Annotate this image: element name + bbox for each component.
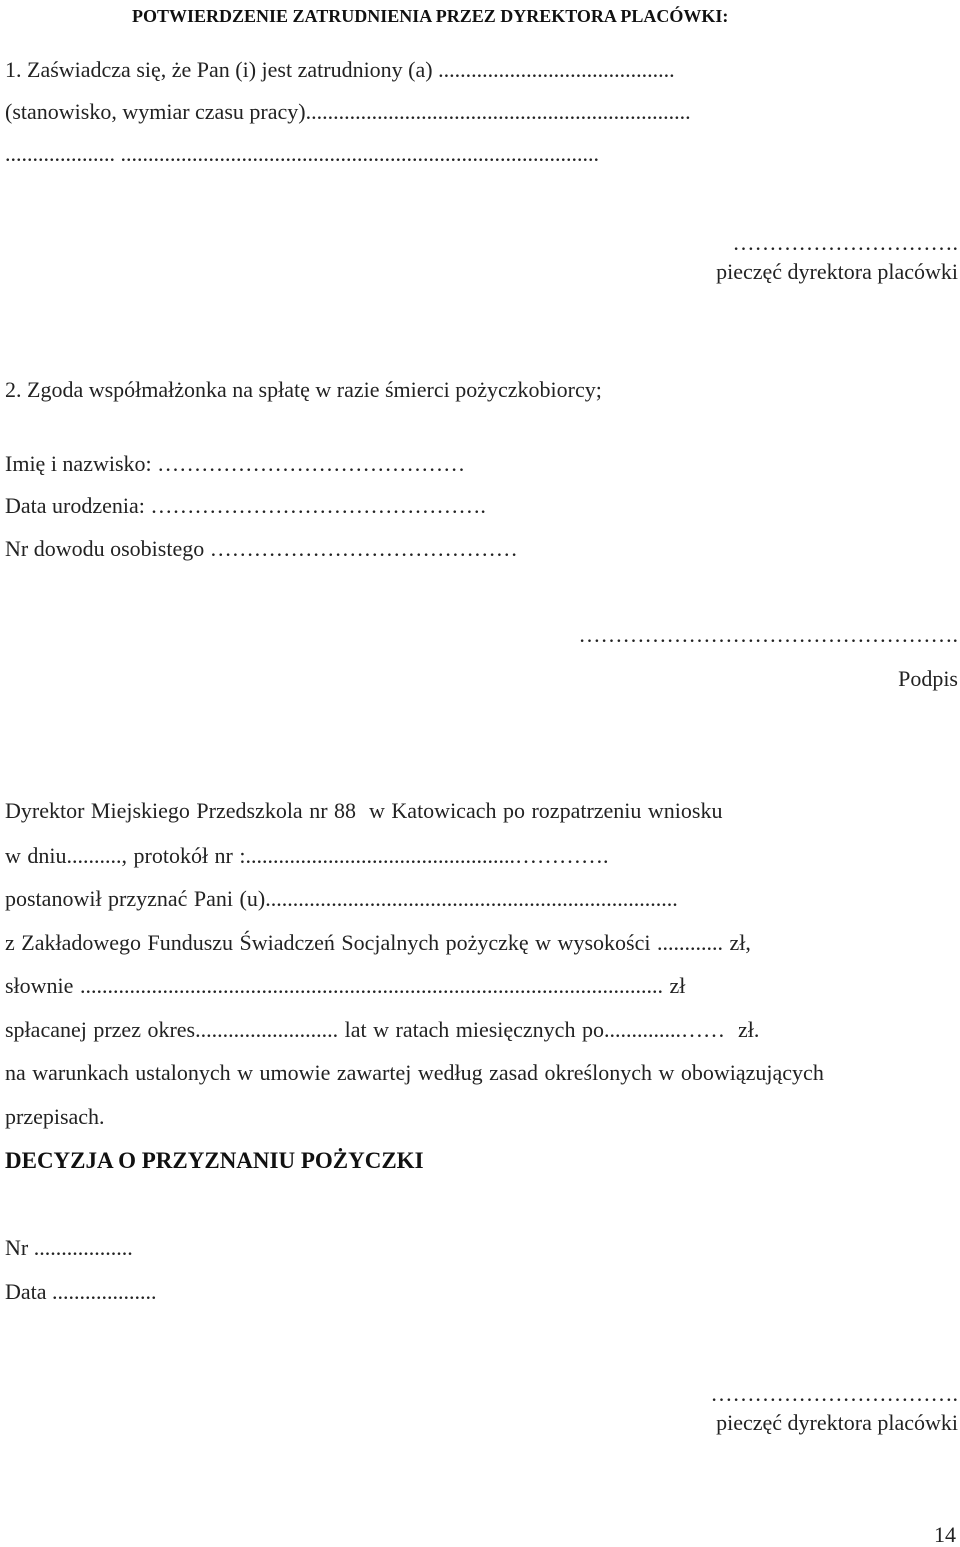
stamp-dots: …………………………. — [732, 230, 958, 255]
employment-line-2: (stanowisko, wymiar czasu pracy)...................................................................... — [5, 99, 691, 124]
birth-date-field: Data urodzenia: ………………………………………. — [5, 493, 486, 518]
final-stamp-label: pieczęć dyrektora placówki — [716, 1410, 958, 1435]
decision-text-line-1: Dyrektor Miejskiego Przedszkola nr 88 w Katowicach po rozpatrzeniu wniosku — [5, 798, 723, 823]
document-heading: POTWIERDZENIE ZATRUDNIENIA PRZEZ DYREKTORA PLACÓWKI: — [132, 6, 729, 26]
signature-label: Podpis — [898, 666, 958, 691]
decision-text-line-8: przepisach. — [5, 1104, 105, 1129]
signature-dots: ……………………………………………. — [578, 622, 958, 647]
decision-date: Data ................... — [5, 1279, 157, 1304]
id-number-field: Nr dowodu osobistego …………………………………… — [5, 536, 518, 561]
decision-text-line-3: postanowił przyznać Pani (u)........................................................................... — [5, 886, 678, 911]
decision-text-line-5: słownie .......................................................................................................... zł — [5, 973, 686, 998]
decision-text-line-7: na warunkach ustalonych w umowie zawartej według zasad określonych w obowiązujących — [5, 1060, 824, 1085]
spouse-consent-heading: 2. Zgoda współmałżonka na spłatę w razie śmierci pożyczkobiorcy; — [5, 377, 602, 402]
final-stamp-dots: ……………………………. — [710, 1381, 958, 1406]
employment-line-3: .................... ....................................................................................... — [5, 141, 599, 166]
decision-text-line-6: spłacanej przez okres.......................... lat w ratach miesięcznych po..............…… zł. — [5, 1017, 760, 1042]
decision-text-line-2: w dniu.........., protokół nr :.................................................…………. — [5, 843, 609, 868]
stamp-label: pieczęć dyrektora placówki — [716, 259, 958, 284]
name-field: Imię i nazwisko: …………………………………… — [5, 451, 466, 476]
employment-line-1: 1. Zaświadcza się, że Pan (i) jest zatrudniony (a) ........................................... — [5, 57, 675, 82]
decision-text-line-4: z Zakładowego Funduszu Świadczeń Socjalnych pożyczkę w wysokości ............ zł, — [5, 930, 751, 955]
decision-number: Nr .................. — [5, 1235, 133, 1260]
page-number: 14 — [934, 1522, 956, 1547]
decision-title: DECYZJA O PRZYZNANIU POŻYCZKI — [5, 1148, 424, 1173]
